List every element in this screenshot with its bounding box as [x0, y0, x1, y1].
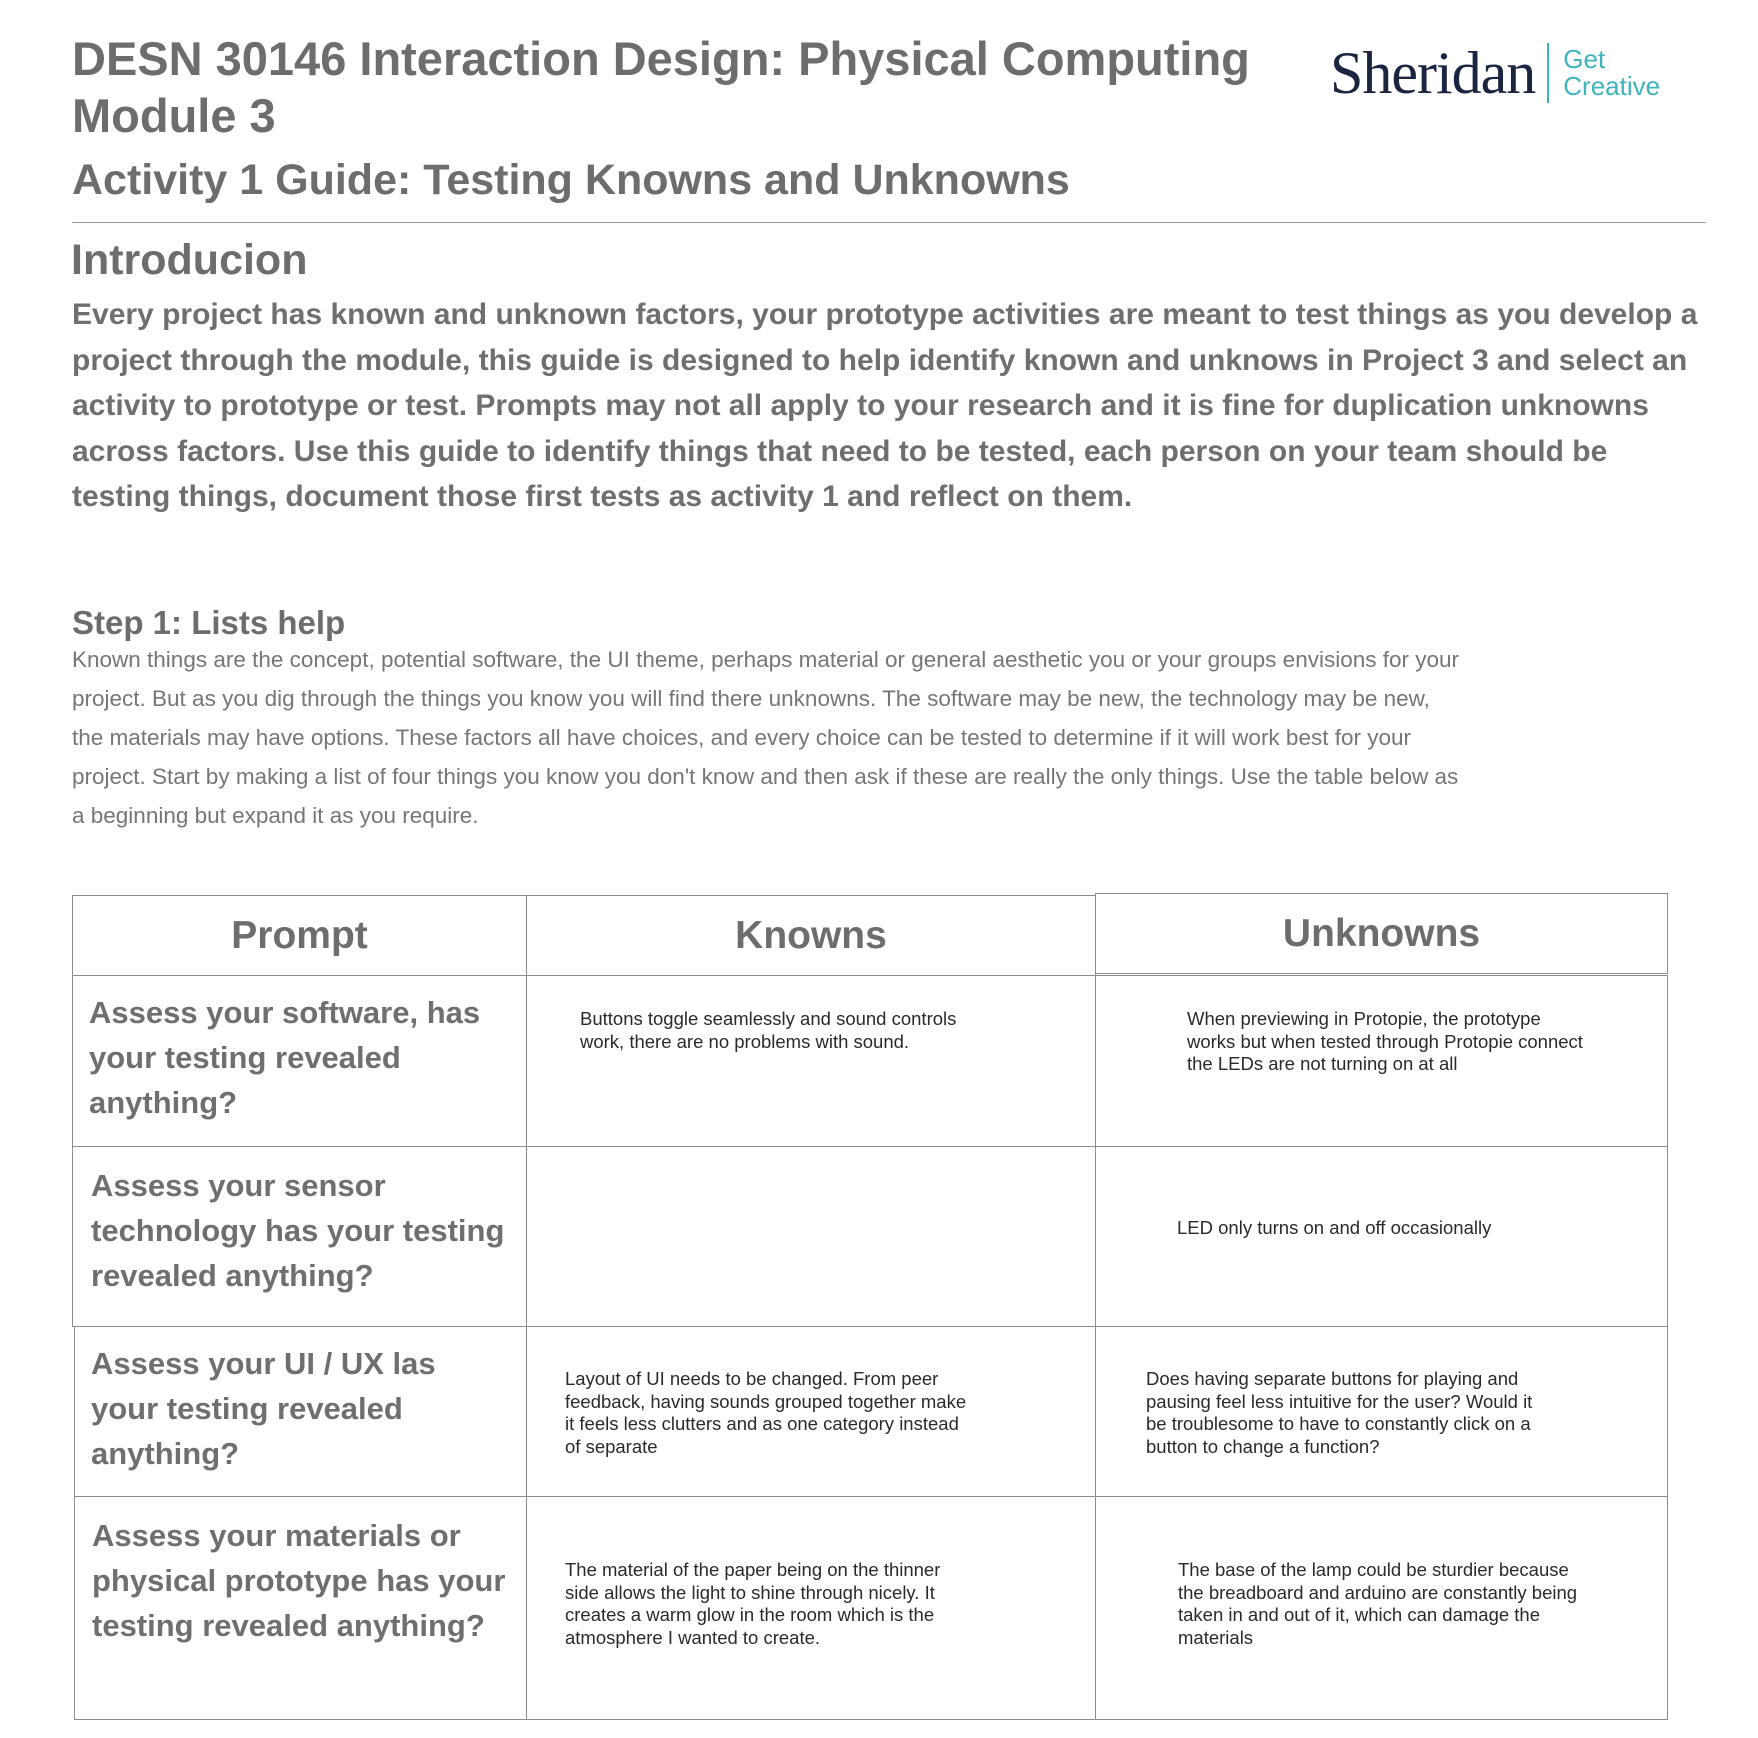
table-row-3-unknown-cell	[1095, 1326, 1668, 1497]
table-row-1-prompt: Assess your software, has your testing revealed anything?	[89, 995, 481, 1120]
sheridan-logo	[1330, 38, 1660, 108]
table-row-3-known: Layout of UI needs to be changed. From peer feedback, having sounds grouped together make it feels less clutters and as one category instead of separate	[565, 1368, 967, 1457]
table-row-3-prompt-cell	[74, 1326, 527, 1497]
header-unknowns: Unknowns	[1095, 893, 1668, 974]
title-line-1: DESN 30146 Interaction Design: Physical Computing	[72, 32, 1250, 85]
intro-paragraph: Every project has known and unknown factors, your prototype activities are meant to test things as you develop a project through the module, this guide is designed to help identify known and unknows in Project 3 and select an activity to prototype or test. Prompts may not all apply to your research and it is fine for duplication unknowns across factors. Use this guide to identify things that need to be tested, each person on your team should be testing things, document those first tests as activity 1 and reflect on them.	[72, 298, 1698, 513]
logo-divider	[1547, 43, 1549, 103]
table-row-4-known-cell	[526, 1496, 1096, 1720]
table-row-2-unknown-cell	[1095, 1146, 1668, 1327]
header-knowns: Knowns	[526, 895, 1096, 976]
table-row-1-unknown: When previewing in Protopie, the prototype works but when tested through Protopie connect the LEDs are not turning on at all	[1187, 1008, 1583, 1074]
header-prompt: Prompt	[72, 895, 527, 976]
page-title	[72, 30, 1292, 144]
table-row-1-prompt-cell	[72, 975, 527, 1147]
logo-tagline-line-2: Creative	[1563, 71, 1661, 101]
table-row-2-prompt: Assess your sensor technology has your testing revealed anything?	[91, 1168, 505, 1293]
table-row-4-prompt: Assess your materials or physical prototype has your testing revealed anything?	[92, 1518, 506, 1643]
table-row-2-unknown: LED only turns on and off occasionally	[1177, 1217, 1492, 1238]
logo-tagline	[1563, 46, 1660, 100]
table-row-4-unknown: The base of the lamp could be sturdier because the breadboard and arduino are constantly being taken in and out of it, which can damage the materials	[1178, 1559, 1578, 1648]
logo-tagline-line-1: Get	[1563, 44, 1606, 74]
table-row-4-known: The material of the paper being on the thinner side allows the light to shine through nicely. It creates a warm glow in the room which is the atmosphere I wanted to create.	[565, 1559, 941, 1648]
intro-heading: Introducion	[71, 236, 308, 284]
header-divider	[72, 222, 1706, 223]
table-row-2-known-cell	[526, 1146, 1096, 1327]
table-row-4-unknown-cell	[1095, 1496, 1668, 1720]
logo-wordmark: Sheridan	[1330, 40, 1536, 106]
table-row-3-unknown: Does having separate buttons for playing and pausing feel less intuitive for the user? Would it be troublesome to have to constantly click on a button to change a function?	[1146, 1368, 1533, 1457]
table-row-2-prompt-cell	[72, 1146, 527, 1327]
table-row-1-unknown-cell	[1095, 975, 1668, 1147]
table-row-3-known-cell	[526, 1326, 1096, 1497]
table-row-3-prompt: Assess your UI / UX las your testing revealed anything?	[91, 1346, 436, 1471]
step1-heading: Step 1: Lists help	[72, 604, 346, 641]
table-row-4-prompt-cell	[74, 1496, 527, 1720]
table-row-1-known: Buttons toggle seamlessly and sound controls work, there are no problems with sound.	[580, 1008, 957, 1052]
step1-paragraph: Known things are the concept, potential software, the UI theme, perhaps material or general aesthetic you or your groups envisions for your project. But as you dig through the things you know you will find there unknowns. The software may be new, the technology may be new, the materials may have options. These factors all have choices, and every choice can be tested to determine if it will work best for your project. Start by making a list of four things you know you don't know and then ask if these are really the only things. Use the table below as a beginning but expand it as you require.	[72, 647, 1460, 828]
title-line-2: Module 3	[72, 89, 276, 142]
page-subtitle: Activity 1 Guide: Testing Knowns and Unknowns	[72, 156, 1070, 204]
table-row-1-known-cell	[526, 975, 1096, 1147]
